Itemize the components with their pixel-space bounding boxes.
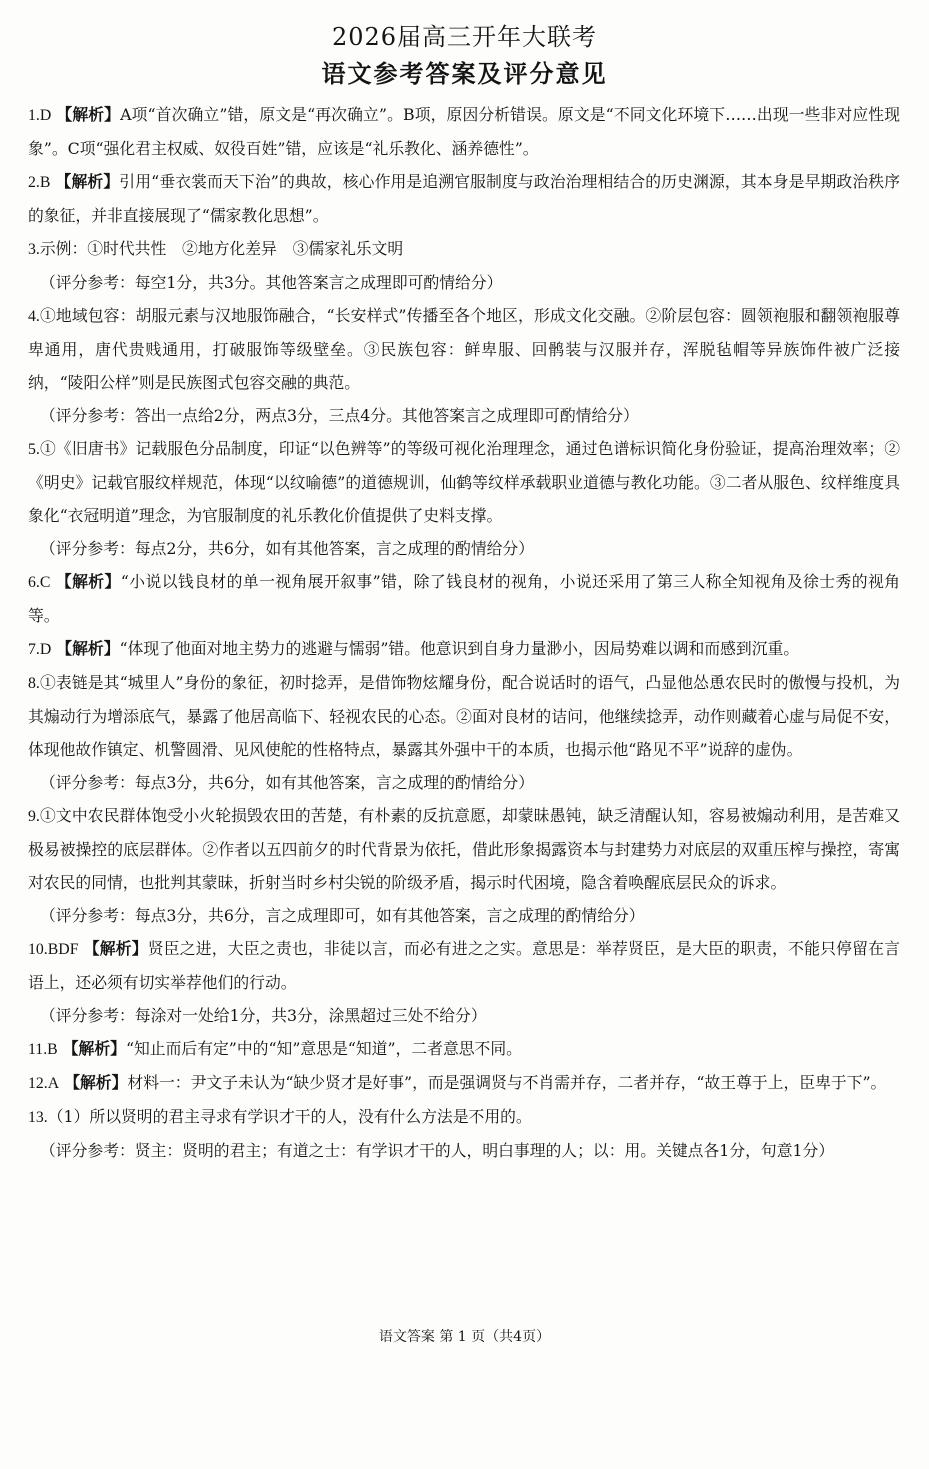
answer-text: “知止而后有定”中的“知”意思是“知道”，二者意思不同。	[125, 1039, 522, 1058]
answer-item-10	[28, 932, 900, 999]
answer-item-13	[28, 1100, 900, 1134]
answer-text: 材料一：尹文子未认为“缺少贤才是好事”，而是强调贤与不肖需并存，二者并存，“故王尊于上，臣卑于下”。	[127, 1073, 887, 1092]
scoring-note: （评分参考：每空1分，共3分。其他答案言之成理即可酌情给分）	[40, 273, 503, 292]
answer-item-8	[28, 666, 900, 766]
answer-item-12	[28, 1066, 900, 1100]
answer-text: 示例：①时代共性 ②地方化差异 ③儒家礼乐文明	[39, 239, 404, 258]
analysis-tag: 【解析】	[56, 105, 121, 124]
question-number: 6.C	[28, 574, 51, 591]
answer-item-6	[28, 565, 900, 632]
exam-title: 2026届高三开年大联考	[331, 23, 598, 51]
answer-text: A项“首次确立”错，原文是“再次确立”。B项，原因分析错误。原文是“不同文化环境下……出现一些非对应性现象”。C项“强化君主权威、奴役百姓”错，应该是“礼乐教化、涵养德性”。	[28, 105, 900, 158]
question-number: 10.BDF	[28, 941, 79, 958]
answer-text: “体现了他面对地主势力的逃避与懦弱”错。他意识到自身力量渺小，因局势难以调和而感到沉重。	[119, 639, 800, 658]
answer-text: “小说以钱良材的单一视角展开叙事”错，除了钱良材的视角，小说还采用了第三人称全知视角及徐士秀的视角等。	[28, 572, 900, 625]
answer-item-11	[28, 1032, 900, 1066]
analysis-tag: 【解析】	[83, 939, 148, 958]
analysis-tag: 【解析】	[64, 1073, 128, 1092]
question-number: 13.	[28, 1109, 48, 1126]
answer-item-2	[28, 165, 900, 232]
answer-item-1	[28, 98, 900, 165]
question-number: 1.D	[28, 107, 52, 124]
answer-text: ①表链是其“城里人”身份的象征，初时捻弄，是借饰物炫耀身份，配合说话时的语气，凸显他怂恿农民时的傲慢与投机，为其煽动行为增添底气，暴露了他居高临下、轻视农民的心态。②面对良材的诘问，他继续捻弄，动作则藏着心虚与局促不安，体现他故作镇定、机警圆滑、见风使舵的性格特点，暴露其外强中干的本质，也揭示他“路见不平”说辞的虚伪。	[28, 673, 900, 759]
answer-list	[28, 98, 900, 1167]
scoring-note: （评分参考：每涂对一处给1分，共3分，涂黑超过三处不给分）	[40, 1006, 487, 1025]
question-number: 12.A	[28, 1075, 60, 1092]
answer-text: ①地域包容：胡服元素与汉地服饰融合，“长安样式”传播至各个地区，形成文化交融。②阶层包容：圆领袍服和翻领袍服尊卑通用，唐代贵贱通用，打破服饰等级壁垒。③民族包容：鲜卑服、回鹘装与汉服并存，浑脱毡帽等异族饰件被广泛接纳，“陵阳公样”则是民族图式包容交融的典范。	[28, 306, 900, 392]
answer-item-4	[28, 299, 900, 399]
answer-text: 引用“垂衣裳而天下治”的典故，核心作用是追溯官服制度与政治治理相结合的历史渊源，其本身是早期政治秩序的象征，并非直接展现了“儒家教化思想”。	[28, 172, 900, 225]
question-number: 11.B	[28, 1041, 58, 1058]
question-number: 9.	[28, 808, 40, 825]
answer-text: ①《旧唐书》记载服色分品制度，印证“以色辨等”的等级可视化治理理念，通过色谱标识简化身份验证，提高治理效率；②《明史》记载官服纹样规范，体现“以纹喻德”的道德规训，仙鹤等纹样承载职业道德与教化功能。③二者从服色、纹样维度具象化“衣冠明道”理念，为官服制度的礼乐教化价值提供了史料支撑。	[28, 439, 900, 525]
scoring-note: （评分参考：每点3分，共6分，言之成理即可，如有其他答案，言之成理的酌情给分）	[40, 906, 645, 925]
analysis-tag: 【解析】	[55, 172, 120, 191]
question-number: 4.	[28, 308, 40, 325]
analysis-tag: 【解析】	[56, 639, 120, 658]
analysis-tag: 【解析】	[62, 1039, 126, 1058]
answer-text: （1）所以贤明的君主寻求有学识才干的人，没有什么方法是不用的。	[47, 1107, 532, 1126]
scoring-note: （评分参考：每点2分，共6分，如有其他答案，言之成理的酌情给分）	[40, 539, 535, 558]
scoring-note: （评分参考：贤主：贤明的君主；有道之士：有学识才干的人，明白事理的人；以：用。关键点各1分，句意1分）	[40, 1141, 835, 1160]
answer-item-9	[28, 799, 900, 899]
question-number: 7.D	[28, 641, 52, 658]
question-number: 5.	[28, 441, 40, 458]
question-number: 8.	[28, 675, 40, 692]
answer-item-7	[28, 632, 900, 666]
page-footer: 语文答案 第 1 页（共4页）	[378, 1329, 551, 1345]
answer-item-3	[28, 232, 900, 266]
question-number: 3.	[28, 241, 40, 258]
document-title: 语文参考答案及评分意见	[321, 59, 608, 88]
answer-text: ①文中农民群体饱受小火轮损毁农田的苦楚，有朴素的反抗意愿，却蒙昧愚钝，缺乏清醒认知，容易被煽动利用，是苦难又极易被操控的底层群体。②作者以五四前夕的时代背景为依托，借此形象揭露资本与封建势力对底层的双重压榨与操控，寄寓对农民的同情，也批判其蒙昧，折射当时乡村尖锐的阶级矛盾，揭示时代困境，隐含着唤醒底层民众的诉求。	[28, 806, 900, 892]
analysis-tag: 【解析】	[55, 572, 121, 591]
scoring-note: （评分参考：每点3分，共6分，如有其他答案，言之成理的酌情给分）	[40, 773, 535, 792]
question-number: 2.B	[28, 174, 51, 191]
answer-item-5	[28, 432, 900, 532]
answer-text: 贤臣之进，大臣之责也，非徒以言，而必有进之之实。意思是：举荐贤臣，是大臣的职责，不能只停留在言语上，还必须有切实举荐他们的行动。	[28, 939, 900, 992]
scoring-note: （评分参考：答出一点给2分，两点3分，三点4分。其他答案言之成理即可酌情给分）	[40, 406, 639, 425]
